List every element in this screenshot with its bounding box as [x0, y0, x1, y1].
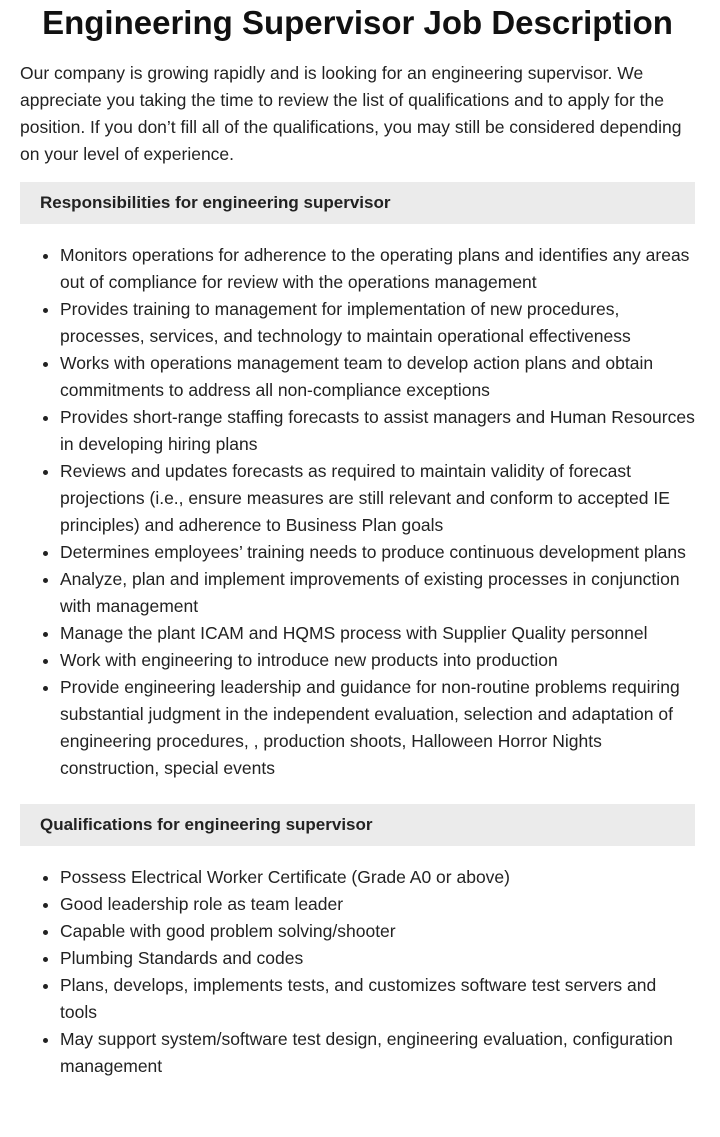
intro-text: Our company is growing rapidly and is looking for an engineering supervisor. We appreciate you taking the time to review the list of qualifications and to apply for the position. If you don’t fill all of the qualifications, you may still be considered depending on your level of experience. — [20, 63, 682, 164]
list-item: • May support system/software test design, engineering evaluation, configuration management — [60, 1026, 695, 1080]
list-item: • Provides training to management for implementation of new procedures, processes, services, and technology to maintain operational effectiveness — [60, 296, 695, 350]
page-title: Engineering Supervisor Job Description — [42, 4, 673, 41]
list-item: • Provide engineering leadership and guidance for non-routine problems requiring substantial judgment in the independent evaluation, selection and adaptation of engineering procedures, , production shoots, Halloween Horror Nights construction, special events — [60, 674, 695, 782]
list-item: • Plans, develops, implements tests, and customizes software test servers and tools — [60, 972, 695, 1026]
list-item: • Plumbing Standards and codes — [60, 945, 695, 972]
list-item: • Capable with good problem solving/shooter — [60, 918, 695, 945]
responsibilities-list — [20, 242, 695, 782]
list-item: • Work with engineering to introduce new products into production — [60, 647, 695, 674]
list-item: • Provides short-range staffing forecasts to assist managers and Human Resources in developing hiring plans — [60, 404, 695, 458]
list-item: • Monitors operations for adherence to the operating plans and identifies any areas out of compliance for review with the operations management — [60, 242, 695, 296]
qualifications-list — [20, 864, 695, 1080]
responsibilities-heading: Responsibilities for engineering supervisor — [20, 182, 695, 224]
qualifications-heading: Qualifications for engineering supervisor — [20, 804, 695, 846]
list-item: • Determines employees’ training needs to produce continuous development plans — [60, 539, 695, 566]
list-item: • Good leadership role as team leader — [60, 891, 695, 918]
list-item: • Analyze, plan and implement improvements of existing processes in conjunction with management — [60, 566, 695, 620]
list-item: • Reviews and updates forecasts as required to maintain validity of forecast projections (i.e., ensure measures are still relevant and conform to accepted IE principles) and adherence to Business Plan goals — [60, 458, 695, 539]
list-item: • Manage the plant ICAM and HQMS process with Supplier Quality personnel — [60, 620, 695, 647]
list-item: • Possess Electrical Worker Certificate (Grade A0 or above) — [60, 864, 695, 891]
list-item: • Works with operations management team to develop action plans and obtain commitments to address all non-compliance exceptions — [60, 350, 695, 404]
